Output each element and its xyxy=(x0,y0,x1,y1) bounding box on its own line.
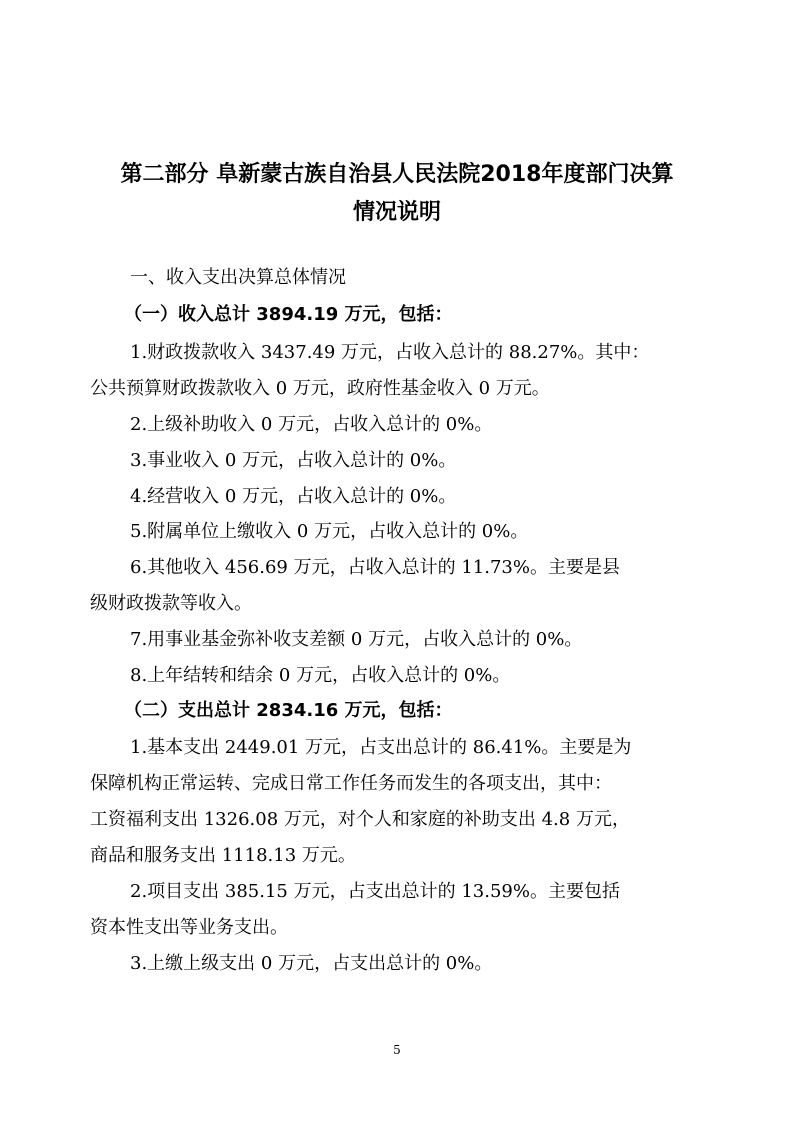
section-heading-overview: 一、收入支出决算总体情况 xyxy=(130,267,346,288)
income-item-4: 4.经营收入 0 万元，占收入总计的 0%。 xyxy=(130,486,457,507)
income-item-8: 8.上年结转和结余 0 万元，占收入总计的 0%。 xyxy=(130,665,511,686)
page-number: 5 xyxy=(393,1043,401,1057)
income-item-5: 5.附属单位上缴收入 0 万元，占收入总计的 0%。 xyxy=(130,521,529,542)
income-item-1-line-2: 公共预算财政拨款收入 0 万元，政府性基金收入 0 万元。 xyxy=(90,378,550,399)
page-title-line-1: 第二部分 阜新蒙古族自治县人民法院2018年度部门决算 xyxy=(120,162,674,187)
income-total-heading: （一）收入总计 3894.19 万元，包括： xyxy=(124,304,453,325)
expense-item-1-line-4: 商品和服务支出 1118.13 万元。 xyxy=(90,845,356,866)
income-item-7: 7.用事业基金弥补收支差额 0 万元，占收入总计的 0%。 xyxy=(130,629,583,650)
expense-item-3: 3.上缴上级支出 0 万元，占支出总计的 0%。 xyxy=(130,953,493,974)
expense-total-heading: （二）支出总计 2834.16 万元，包括： xyxy=(124,700,453,721)
income-item-1-line-1: 1.财政拨款收入 3437.49 万元，占收入总计的 88.27%。其中： xyxy=(130,342,650,363)
income-item-6-line-1: 6.其他收入 456.69 万元，占收入总计的 11.73%。主要是县 xyxy=(130,557,620,578)
page-title-line-2: 情况说明 xyxy=(352,200,441,225)
income-item-6-line-2: 级财政拨款等收入。 xyxy=(90,593,252,614)
expense-item-1-line-1: 1.基本支出 2449.01 万元，占支出总计的 86.41%。主要是为 xyxy=(130,737,632,758)
expense-item-1-line-2: 保障机构正常运转、完成日常工作任务而发生的各项支出，其中： xyxy=(90,773,612,794)
expense-item-2-line-1: 2.项目支出 385.15 万元，占支出总计的 13.59%。主要包括 xyxy=(130,881,620,902)
expense-item-1-line-3: 工资福利支出 1326.08 万元，对个人和家庭的补助支出 4.8 万元， xyxy=(90,809,630,830)
income-item-3: 3.事业收入 0 万元，占收入总计的 0%。 xyxy=(130,450,457,471)
expense-item-2-line-2: 资本性支出等业务支出。 xyxy=(90,917,288,938)
income-item-2: 2.上级补助收入 0 万元，占收入总计的 0%。 xyxy=(130,414,493,435)
